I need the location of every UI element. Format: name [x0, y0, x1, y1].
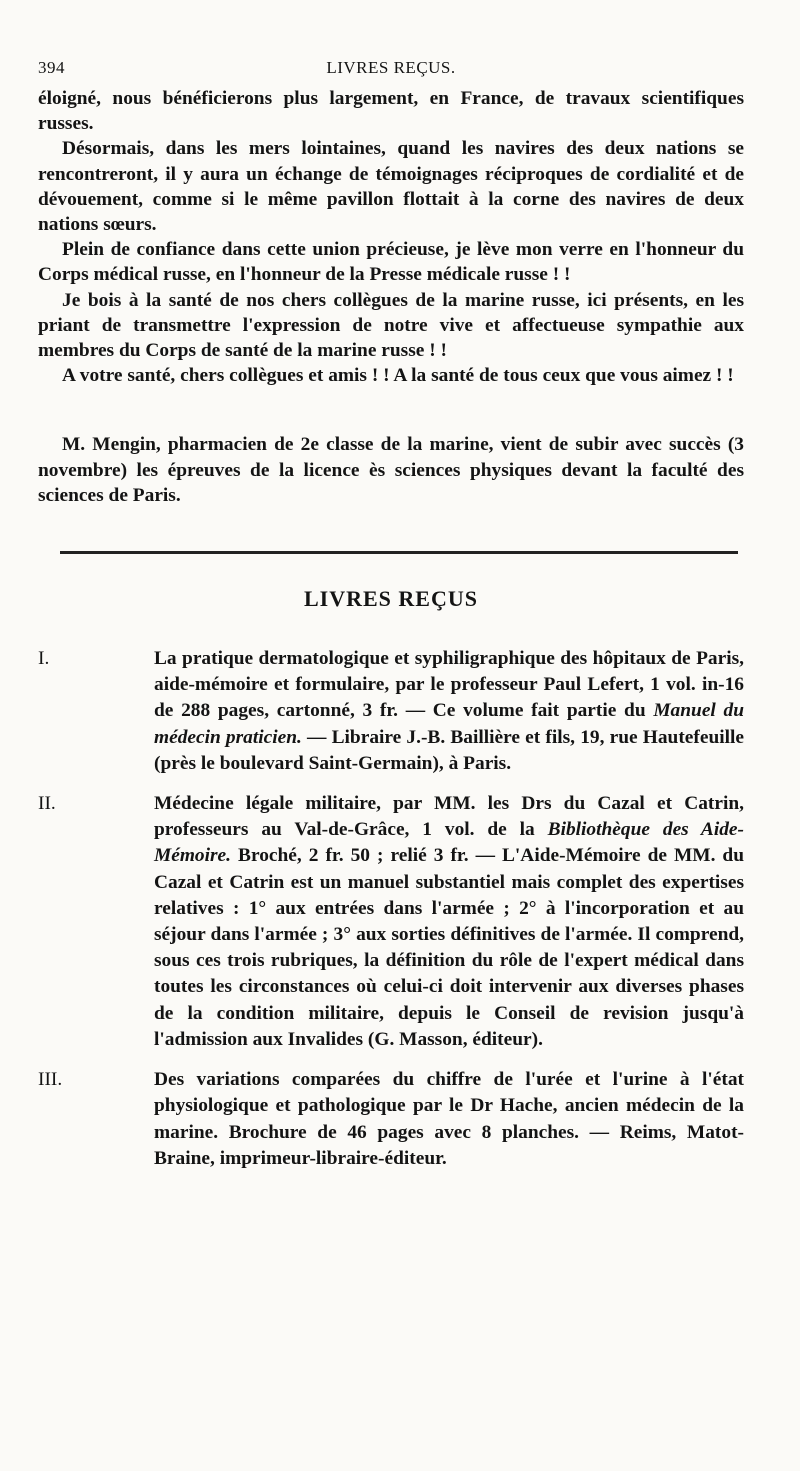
paragraph: Désormais, dans les mers lointaines, quand les navires des deux nations se rencontreront, il y aura un échange de témoignages réciproques de cordialité et de dévouement, comme si le même pavillon flottait à la corne des navires de deux nations sœurs. — [38, 138, 744, 236]
entry-numeral: I. — [38, 648, 50, 670]
entry-text: La pratique dermatologique et syphiligraphique des hôpitaux de Paris, aide-mémoire et formulaire, par le professeur Paul Lefert, 1 vol. in-16 de 288 pages, cartonné, 3 fr. — Ce volume fait partie du — [154, 648, 744, 722]
book-list — [38, 646, 744, 1172]
running-head — [38, 52, 744, 86]
running-title: LIVRES REÇUS. — [326, 58, 456, 77]
notice-paragraph: M. Mengin, pharmacien de 2e classe de la marine, vient de subir avec succès (3 novembre) les épreuves de la licence ès sciences physiques devant la faculté des sciences de Paris. — [38, 434, 744, 506]
entry-numeral: II. — [38, 793, 56, 815]
paragraph: Je bois à la santé de nos chers collègues de la marine russe, ici présents, en les priant de transmettre l'expression de notre vive et affectueuse sympathie aux membres du Corps de santé de la marine russe ! ! — [38, 289, 744, 362]
section-title: LIVRES REÇUS — [304, 586, 478, 612]
entry-text: Des variations comparées du chiffre de l'urée et l'urine à l'état physiologique et pathologique par le Dr Hache, ancien médecin de la marine. Brochure de 46 pages avec 8 planches. — Reims, Matot-Braine, imprimeur-libraire-éditeur. — [154, 1069, 744, 1169]
paragraph: A votre santé, chers collègues et amis ! ! A la santé de tous ceux que vous aimez ! ! — [62, 365, 734, 387]
book-entry — [38, 791, 744, 1053]
page-number: 394 — [38, 58, 65, 77]
entry-italic: Manuel du médecin praticien. — [154, 700, 744, 748]
entry-italic: Bibliothèque des Aide-Mémoire. — [154, 819, 744, 867]
entry-numeral: III. — [38, 1069, 63, 1091]
book-entry — [38, 1067, 744, 1172]
entry-text: Broché, 2 fr. 50 ; relié 3 fr. — L'Aide-Mémoire de MM. du Cazal et Catrin est un manuel substantiel mais complet des expertises relatives : 1° aux entrées dans l'armée ; 2° à l'incorporation et au séjour dans l'armée ; 3° aux sorties définitives de l'armée. Il comprend, sous ces trois rubriques, la définition du rôle de l'expert médical dans toutes les circonstances où celui-ci doit intervenir aux diverses phases de la condition militaire, depuis le Conseil de revision jusqu'à l'admission aux Invalides (G. Masson, éditeur). — [154, 845, 744, 1050]
entry-text: — Libraire J.-B. Baillière et fils, 19, rue Hautefeuille (près le boulevard Saint-Germain), à Paris. — [154, 726, 745, 774]
paragraph: Plein de confiance dans cette union précieuse, je lève mon verre en l'honneur du Corps médical russe, en l'honneur de la Presse médicale russe ! ! — [38, 239, 744, 286]
section-divider — [60, 551, 738, 554]
book-page — [38, 52, 744, 1186]
paragraph: éloigné, nous bénéficierons plus largement, en France, de travaux scientifiques russes. — [38, 88, 744, 135]
speech-text — [38, 86, 744, 388]
entry-text: Médecine légale militaire, par MM. les Drs du Cazal et Catrin, professeurs au Val-de-Grâce, 1 vol. de la — [154, 793, 744, 841]
book-entry — [38, 646, 744, 777]
